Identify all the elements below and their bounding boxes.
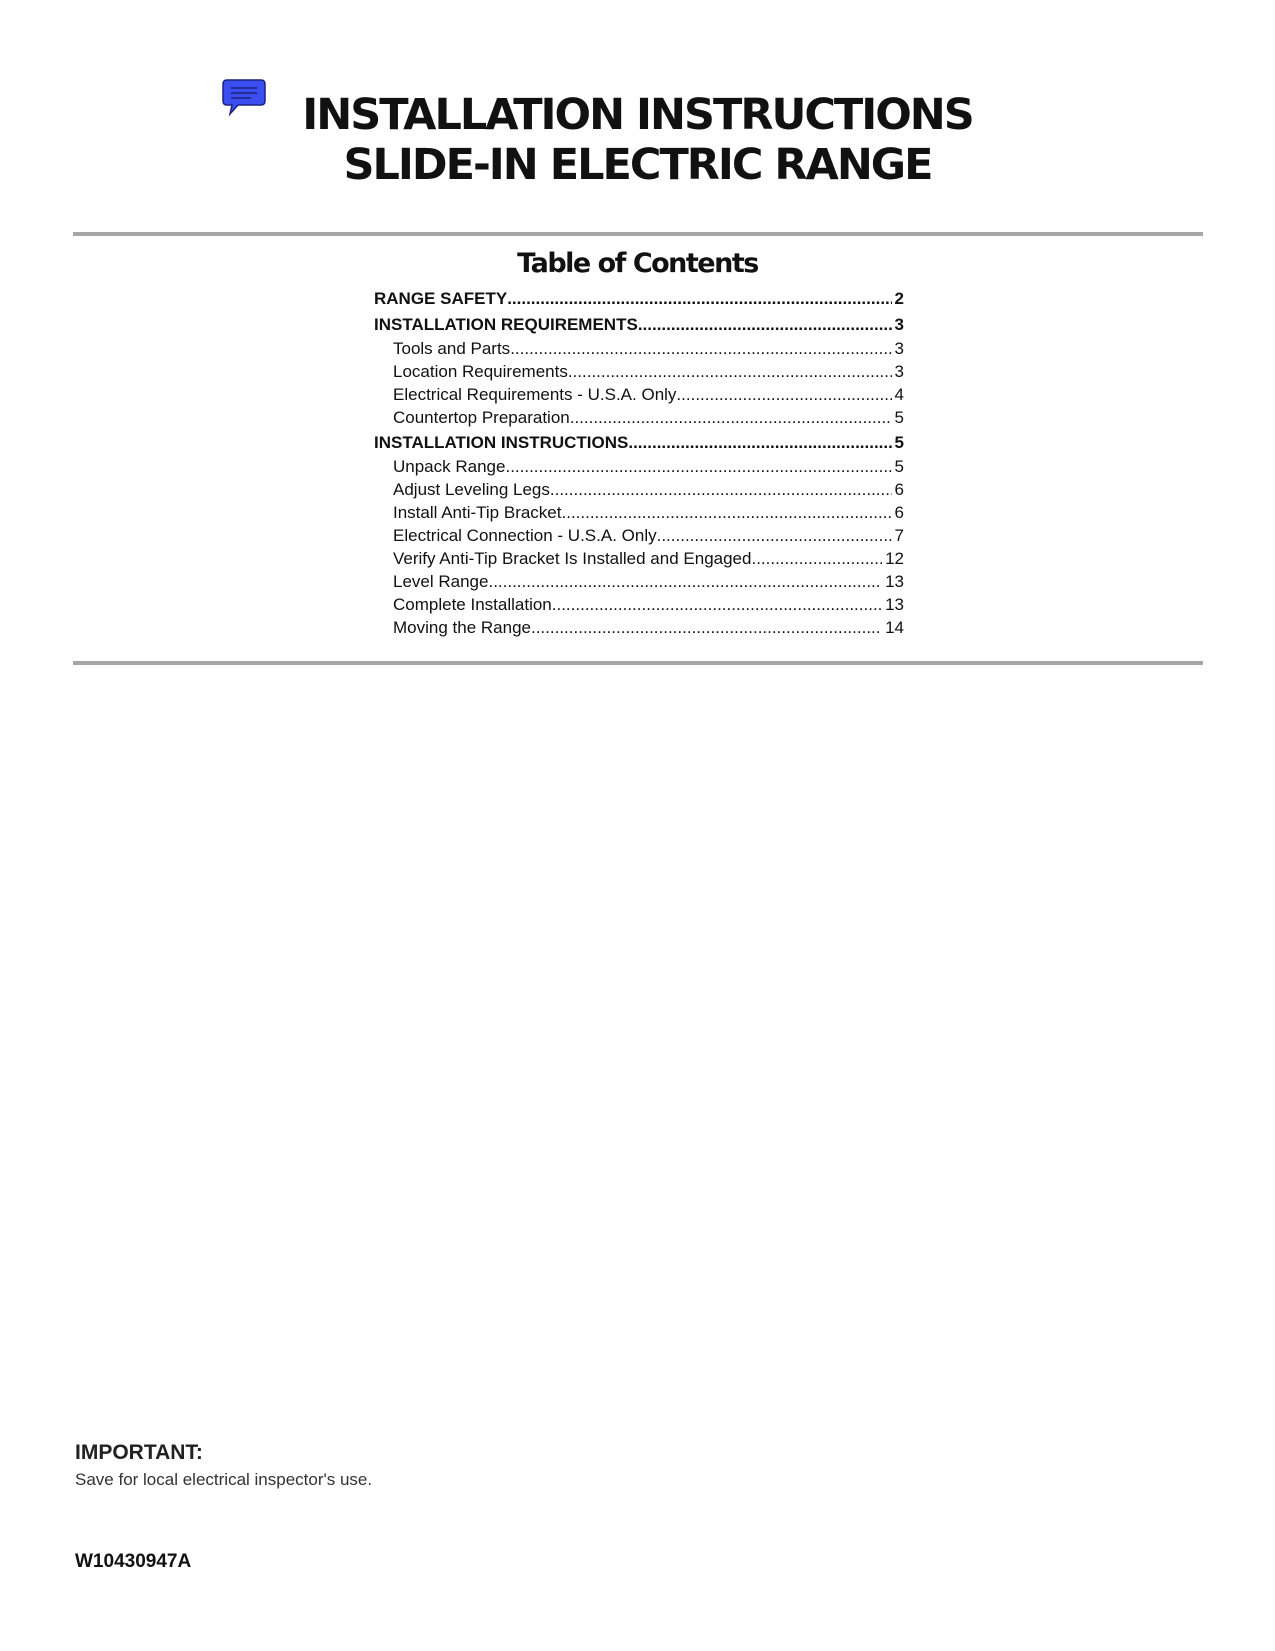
toc-entry-page: 14	[885, 618, 904, 637]
toc-subsection-entry[interactable]	[374, 383, 904, 406]
toc-dot-leader	[751, 547, 882, 570]
toc-entry-label: Moving the Range	[393, 618, 531, 637]
toc-subsection-entry[interactable]	[374, 547, 904, 570]
important-text: Save for local electrical inspector's use.	[75, 1470, 373, 1489]
toc-dot-leader	[676, 383, 891, 406]
toc-dot-leader	[568, 360, 892, 383]
toc-entry-page: 3	[894, 315, 904, 334]
toc-entry-label: Electrical Connection - U.S.A. Only	[393, 526, 657, 545]
toc-entry-label: Countertop Preparation	[393, 408, 570, 427]
title-line-1: INSTALLATION INSTRUCTIONS	[302, 90, 973, 140]
important-label: IMPORTANT:	[75, 1441, 203, 1464]
toc-entry-page: 13	[885, 572, 904, 591]
toc-entry-page: 3	[894, 339, 904, 358]
toc-dot-leader	[488, 570, 882, 593]
toc-dot-leader	[507, 287, 891, 311]
toc-dot-leader	[657, 524, 892, 547]
toc-entry-label: Install Anti-Tip Bracket	[393, 503, 562, 522]
toc-entry-page: 6	[894, 503, 904, 522]
bottom-divider	[73, 661, 1203, 665]
toc-entry-label: RANGE SAFETY	[374, 289, 508, 308]
toc-entry-label: INSTALLATION REQUIREMENTS	[374, 315, 638, 334]
toc-entry-label: Adjust Leveling Legs	[393, 480, 550, 499]
toc-dot-leader	[562, 501, 892, 524]
toc-entry-label: Complete Installation	[393, 595, 552, 614]
toc-entry-page: 2	[894, 289, 904, 308]
title-line-2: SLIDE-IN ELECTRIC RANGE	[343, 140, 932, 190]
toc-section-entry[interactable]	[374, 287, 904, 311]
toc-section-entry[interactable]	[374, 431, 904, 455]
toc-entry-page: 5	[894, 408, 904, 427]
toc-entry-label: INSTALLATION INSTRUCTIONS	[374, 433, 629, 452]
toc-entry-page: 4	[894, 385, 904, 404]
toc-entry-label: Verify Anti-Tip Bracket Is Installed and Engaged	[393, 549, 752, 568]
toc-subsection-entry[interactable]	[374, 360, 904, 383]
toc-entry-page: 5	[894, 457, 904, 476]
toc-dot-leader	[510, 337, 891, 360]
toc-subsection-entry[interactable]	[374, 501, 904, 524]
toc-entry-page: 3	[894, 362, 904, 381]
toc-dot-leader	[531, 616, 882, 639]
toc-entry-page: 13	[885, 595, 904, 614]
toc-dot-leader	[570, 406, 892, 429]
top-divider	[73, 232, 1203, 236]
toc-entry-page: 6	[894, 480, 904, 499]
toc-entry-page: 7	[894, 526, 904, 545]
toc-entry-label: Location Requirements	[393, 362, 568, 381]
toc-subsection-entry[interactable]	[374, 406, 904, 429]
toc-dot-leader	[638, 313, 892, 337]
toc-subsection-entry[interactable]	[374, 570, 904, 593]
toc-section-entry[interactable]	[374, 313, 904, 337]
toc-entry-page: 5	[894, 433, 904, 452]
toc-entry-page: 12	[885, 549, 904, 568]
toc-dot-leader	[628, 431, 891, 455]
toc-dot-leader	[505, 455, 891, 478]
toc-subsection-entry[interactable]	[374, 616, 904, 639]
page-title	[0, 90, 1275, 190]
toc-entry-label: Unpack Range	[393, 457, 506, 476]
toc-subsection-entry[interactable]	[374, 455, 904, 478]
toc-entry-label: Tools and Parts	[393, 339, 511, 358]
toc-subsection-entry[interactable]	[374, 478, 904, 501]
table-of-contents	[374, 287, 904, 639]
toc-entry-label: Level Range	[393, 572, 489, 591]
document-number: W10430947A	[75, 1551, 192, 1572]
toc-subsection-entry[interactable]	[374, 524, 904, 547]
toc-heading: Table of Contents	[517, 248, 758, 279]
toc-entry-label: Electrical Requirements - U.S.A. Only	[393, 385, 677, 404]
toc-dot-leader	[550, 478, 892, 501]
toc-subsection-entry[interactable]	[374, 337, 904, 360]
toc-dot-leader	[552, 593, 882, 616]
toc-subsection-entry[interactable]	[374, 593, 904, 616]
